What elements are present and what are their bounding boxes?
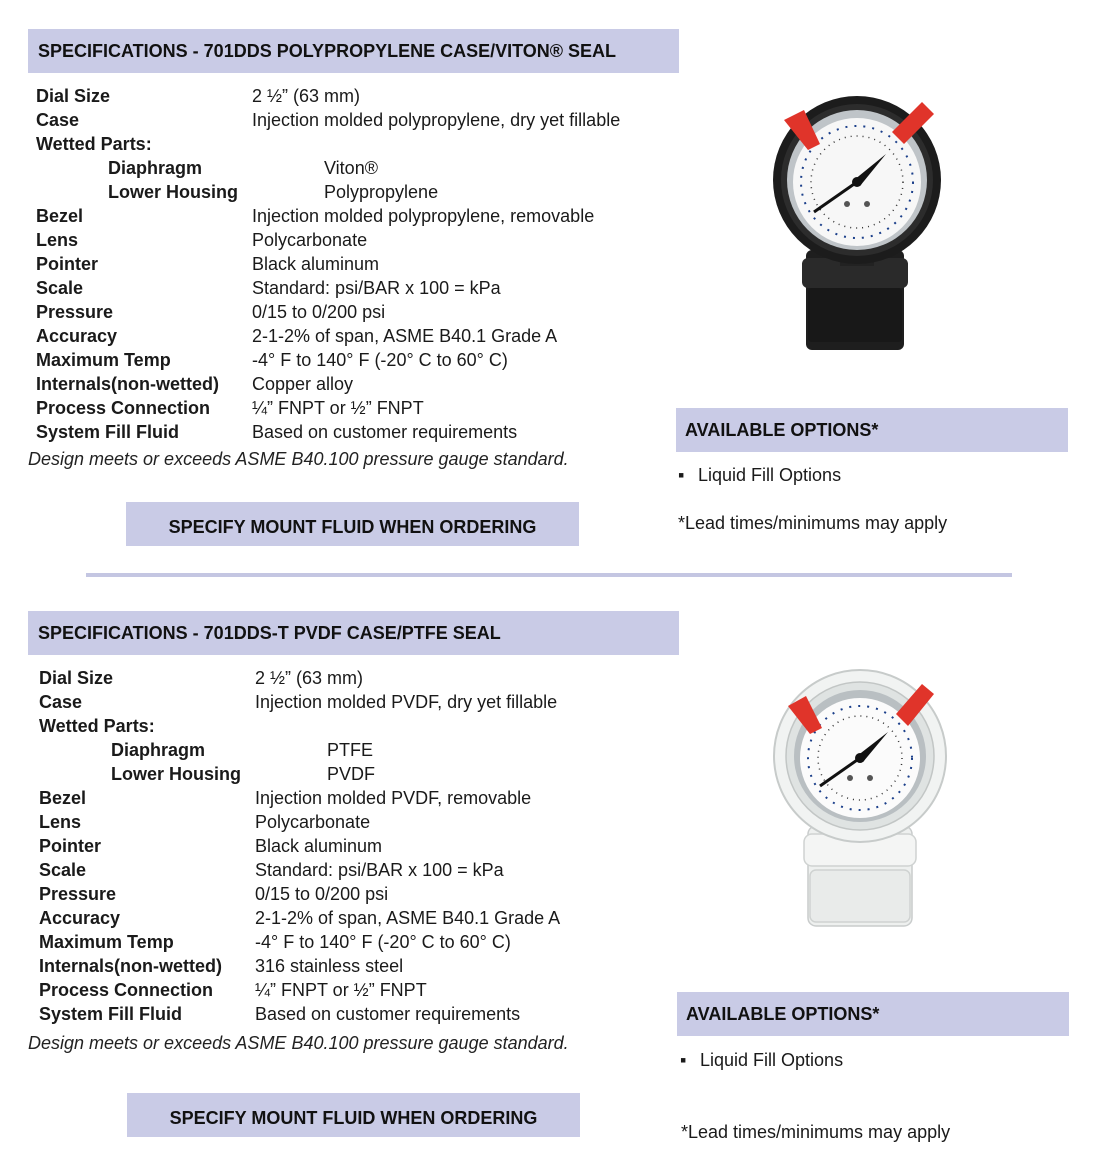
order-note-box: SPECIFY MOUNT FLUID WHEN ORDERING xyxy=(127,1093,580,1137)
spec-label: Pressure xyxy=(39,884,117,904)
bullet-icon: ▪ xyxy=(680,1050,687,1070)
spec-value: 0/15 to 0/200 psi xyxy=(252,302,386,322)
spec-label: Internals(non-wetted) xyxy=(39,956,222,976)
spec-label: Maximum Temp xyxy=(39,932,174,952)
spec-value: Viton® xyxy=(324,158,378,178)
options-header: AVAILABLE OPTIONS* xyxy=(677,992,1069,1036)
spec-label: Lower Housing xyxy=(111,764,241,784)
spec-label: Process Connection xyxy=(36,398,211,418)
spec-value: -4° F to 140° F (-20° C to 60° C) xyxy=(252,350,508,370)
spec-label: Maximum Temp xyxy=(36,350,171,370)
spec-value: Polypropylene xyxy=(324,182,439,202)
spec-value: 316 stainless steel xyxy=(255,956,404,976)
option-label: Liquid Fill Options xyxy=(700,1050,844,1070)
spec-value: -4° F to 140° F (-20° C to 60° C) xyxy=(255,932,511,952)
lead-time-note: *Lead times/minimums may apply xyxy=(678,513,948,533)
spec-label: Internals(non-wetted) xyxy=(36,374,219,394)
spec-value: Black aluminum xyxy=(252,254,380,274)
spec-value: Standard: psi/BAR x 100 = kPa xyxy=(255,860,504,880)
spec-value: 0/15 to 0/200 psi xyxy=(255,884,389,904)
spec-label: Accuracy xyxy=(39,908,121,928)
spec-label: Lens xyxy=(39,812,82,832)
spec-header: SPECIFICATIONS - 701DDS POLYPROPYLENE CASE/VITON® SEAL xyxy=(28,29,679,73)
options-list-item xyxy=(680,1050,843,1071)
spec-label: Pressure xyxy=(36,302,114,322)
spec-label: Pointer xyxy=(36,254,99,274)
spec-label: Scale xyxy=(36,278,84,298)
spec-value: ¼” FNPT or ½” FNPT xyxy=(255,980,427,1000)
gauge-image-black xyxy=(762,92,952,354)
bullet-icon: ▪ xyxy=(678,465,685,485)
order-note-box: SPECIFY MOUNT FLUID WHEN ORDERING xyxy=(126,502,579,546)
spec-label: Case xyxy=(39,692,83,712)
options-list-item xyxy=(678,465,841,486)
spec-label: System Fill Fluid xyxy=(36,422,180,442)
spec-value: Standard: psi/BAR x 100 = kPa xyxy=(252,278,501,298)
spec-value: 2-1-2% of span, ASME B40.1 Grade A xyxy=(255,908,561,928)
spec-label: Dial Size xyxy=(39,668,114,688)
spec-value: Injection molded PVDF, removable xyxy=(255,788,532,808)
spec-label: Diaphragm xyxy=(111,740,206,760)
spec-label: Lens xyxy=(36,230,79,250)
gauge-image-white xyxy=(770,666,950,932)
section-divider xyxy=(86,573,1012,577)
spec-value: PVDF xyxy=(327,764,376,784)
spec-label: Wetted Parts: xyxy=(39,716,155,736)
spec-label: Case xyxy=(36,110,80,130)
spec-label: Accuracy xyxy=(36,326,118,346)
spec-value: Black aluminum xyxy=(255,836,383,856)
spec-value: Based on customer requirements xyxy=(255,1004,521,1024)
spec-label: Process Connection xyxy=(39,980,214,1000)
spec-label: Pointer xyxy=(39,836,102,856)
spec-label: Dial Size xyxy=(36,86,111,106)
spec-label: Lower Housing xyxy=(108,182,238,202)
spec-header: SPECIFICATIONS - 701DDS-T PVDF CASE/PTFE SEAL xyxy=(28,611,679,655)
spec-value: Injection molded polypropylene, dry yet fillable xyxy=(252,110,621,130)
spec-value: Copper alloy xyxy=(252,374,354,394)
spec-label: Scale xyxy=(39,860,87,880)
spec-value: Injection molded PVDF, dry yet fillable xyxy=(255,692,558,712)
spec-value: 2-1-2% of span, ASME B40.1 Grade A xyxy=(252,326,558,346)
spec-value: Based on customer requirements xyxy=(252,422,518,442)
spec-value: 2 ½” (63 mm) xyxy=(252,86,361,106)
spec-value: Polycarbonate xyxy=(255,812,371,832)
spec-value: ¼” FNPT or ½” FNPT xyxy=(252,398,424,418)
option-label: Liquid Fill Options xyxy=(698,465,842,485)
lead-time-note: *Lead times/minimums may apply xyxy=(681,1122,951,1142)
standard-footnote: Design meets or exceeds ASME B40.100 pressure gauge standard. xyxy=(28,1033,569,1053)
spec-value: Injection molded polypropylene, removable xyxy=(252,206,595,226)
spec-label: Wetted Parts: xyxy=(36,134,152,154)
spec-value: 2 ½” (63 mm) xyxy=(255,668,364,688)
spec-label: Bezel xyxy=(39,788,87,808)
spec-value: Polycarbonate xyxy=(252,230,368,250)
spec-label: Diaphragm xyxy=(108,158,203,178)
standard-footnote: Design meets or exceeds ASME B40.100 pressure gauge standard. xyxy=(28,449,569,469)
spec-label: Bezel xyxy=(36,206,84,226)
spec-label: System Fill Fluid xyxy=(39,1004,183,1024)
spec-value: PTFE xyxy=(327,740,374,760)
options-header: AVAILABLE OPTIONS* xyxy=(676,408,1068,452)
